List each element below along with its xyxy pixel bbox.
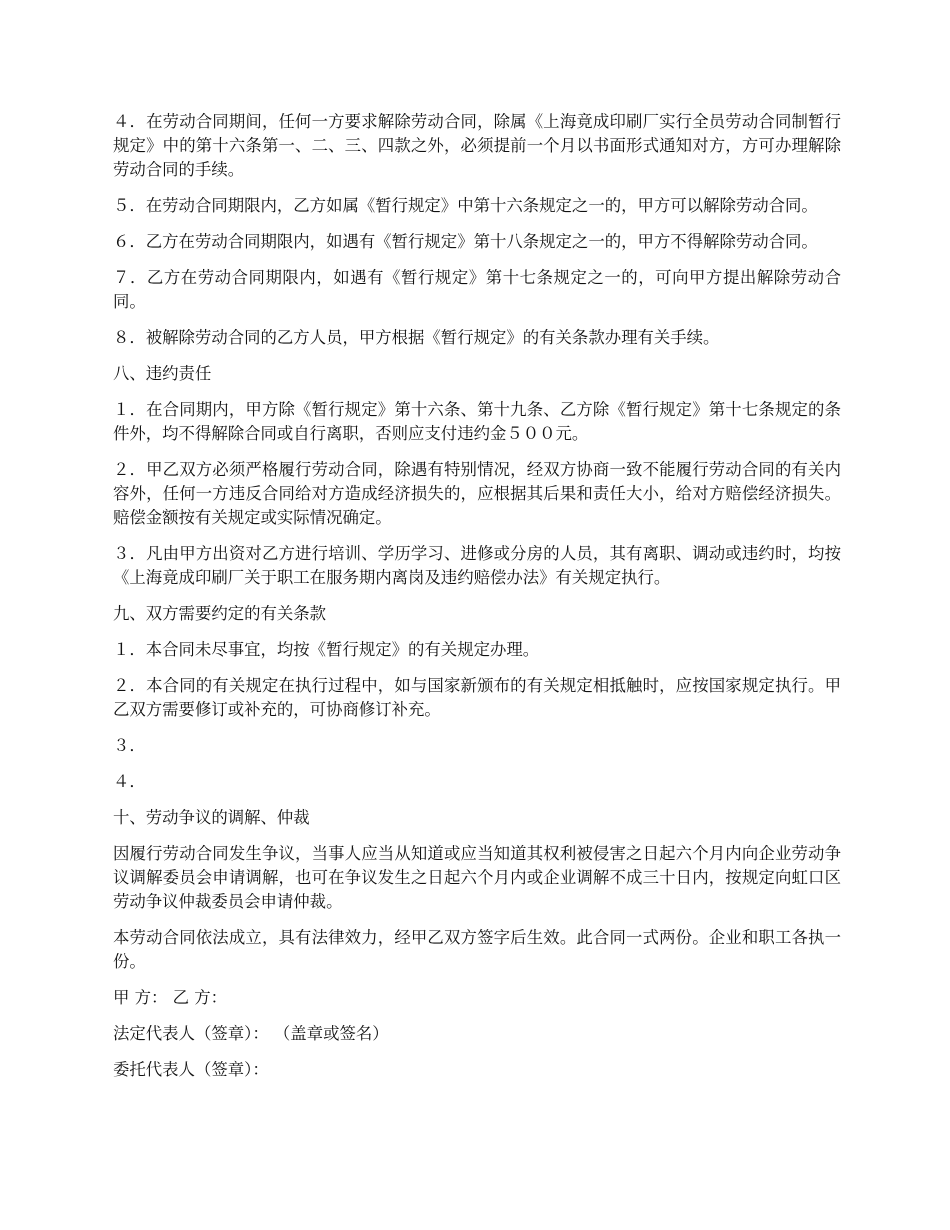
clause-paragraph: ８．被解除劳动合同的乙方人员，甲方根据《暂行规定》的有关条款办理有关手续。 xyxy=(113,328,720,347)
clause-paragraph: ４．在劳动合同期间，任何一方要求解除劳动合同，除属《上海竟成印刷厂实行全员劳动合同制暂行规定》中的第十六条第一、二、三、四款之外，必须提前一个月以书面形式通知对方，方可办理解除劳动合同的手续。 xyxy=(113,112,841,179)
clause-paragraph: ４． xyxy=(113,772,146,791)
clause-paragraph: 因履行劳动合同发生争议，当事人应当从知道或应当知道其权利被侵害之日起六个月内向企业劳动争议调解委员会申请调解，也可在争议发生之日起六个月内或企业调解不成三十日内，按规定向虹口区劳动争议仲裁委员会申请仲裁。 xyxy=(113,844,841,911)
clause-paragraph: ２．本合同的有关规定在执行过程中，如与国家新颁布的有关规定相抵触时，应按国家规定执行。甲乙双方需要修订或补充的，可协商修订补充。 xyxy=(113,676,841,719)
section-heading: 八、违约责任 xyxy=(113,364,212,383)
section-heading: 十、劳动争议的调解、仲裁 xyxy=(113,808,310,827)
clause-paragraph: ３．凡由甲方出资对乙方进行培训、学历学习、进修或分房的人员，其有离职、调动或违约时，均按《上海竟成印刷厂关于职工在服务期内离岗及违约赔偿办法》有关规定执行。 xyxy=(113,544,841,587)
clause-paragraph: ３． xyxy=(113,736,146,755)
clause-paragraph: １．本合同未尽事宜，均按《暂行规定》的有关规定办理。 xyxy=(113,640,540,659)
clause-paragraph: ２．甲乙双方必须严格履行劳动合同，除遇有特别情况，经双方协商一致不能履行劳动合同的有关内容外，任何一方违反合同给对方造成经济损失的，应根据其后果和责任大小，给对方赔偿经济损失。赔偿金额按有关规定或实际情况确定。 xyxy=(113,460,841,527)
signature-line: 法定代表人（签章）： （盖章或签名） xyxy=(113,1024,389,1043)
document-page xyxy=(113,110,841,1094)
clause-paragraph: １．在合同期内，甲方除《暂行规定》第十六条、第十九条、乙方除《暂行规定》第十七条规定的条件外，均不得解除合同或自行离职，否则应支付违约金５００元。 xyxy=(113,400,841,443)
section-heading: 九、双方需要约定的有关条款 xyxy=(113,604,327,623)
signature-line: 委托代表人（签章）： xyxy=(113,1060,269,1079)
clause-paragraph: 本劳动合同依法成立，具有法律效力，经甲乙双方签字后生效。此合同一式两份。企业和职工各执一份。 xyxy=(113,928,841,971)
signature-line: 甲 方： 乙 方： xyxy=(113,988,227,1007)
clause-paragraph: ６．乙方在劳动合同期限内，如遇有《暂行规定》第十八条规定之一的，甲方不得解除劳动合同。 xyxy=(113,232,818,251)
clause-paragraph: ７．乙方在劳动合同期限内，如遇有《暂行规定》第十七条规定之一的，可向甲方提出解除劳动合同。 xyxy=(113,268,841,311)
clause-paragraph: ５．在劳动合同期限内，乙方如属《暂行规定》中第十六条规定之一的，甲方可以解除劳动合同。 xyxy=(113,196,818,215)
